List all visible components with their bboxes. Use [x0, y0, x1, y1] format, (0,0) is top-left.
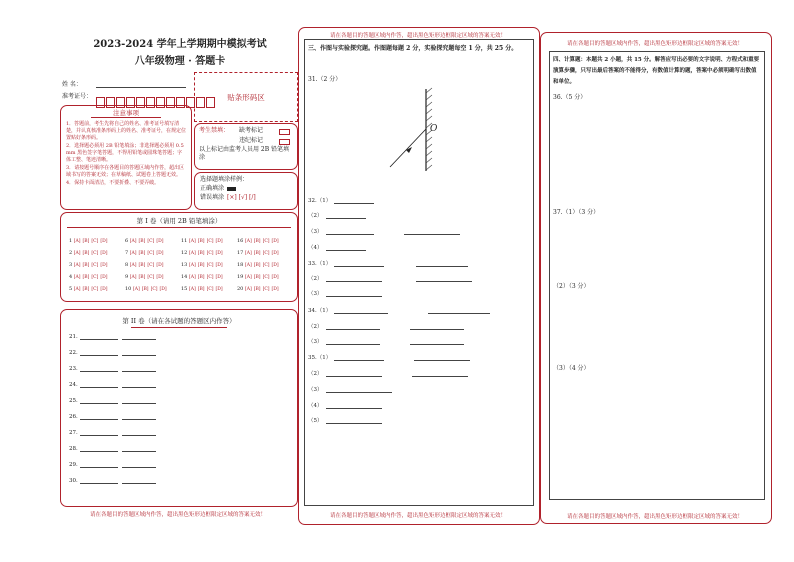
option-c[interactable]: [C]: [206, 239, 214, 244]
option-d[interactable]: [D]: [156, 275, 164, 280]
exam-flags-box: [194, 123, 298, 170]
option-a[interactable]: [A]: [129, 251, 137, 256]
answer-row[interactable]: [308, 259, 468, 267]
row-label: （3）: [308, 229, 323, 235]
option-c[interactable]: [C]: [206, 275, 214, 280]
option-c[interactable]: [C]: [262, 239, 270, 244]
option-c[interactable]: [C]: [147, 239, 155, 244]
option-c[interactable]: [C]: [91, 275, 99, 280]
option-a[interactable]: [A]: [129, 275, 137, 280]
mc-number: 10: [125, 286, 132, 292]
mc-question[interactable]: [69, 250, 124, 256]
answer-row[interactable]: [308, 416, 382, 424]
mc-question[interactable]: [237, 274, 292, 280]
name-field[interactable]: [96, 87, 186, 88]
answer-row[interactable]: [308, 289, 382, 297]
correct-fill-mark: [227, 187, 236, 191]
question-number: 22.: [69, 350, 78, 356]
option-c[interactable]: [C]: [262, 251, 270, 256]
wrong-fill-label: 错误填涂: [200, 194, 225, 201]
mc-number: 9: [125, 274, 129, 280]
option-a[interactable]: [A]: [73, 275, 81, 280]
mc-column: [125, 235, 181, 295]
mc-number: 7: [125, 250, 129, 256]
answer-row[interactable]: [308, 306, 490, 314]
fill-answer-row[interactable]: [69, 349, 156, 356]
mc-number: 2: [69, 250, 73, 256]
mc-column: [69, 235, 125, 295]
option-d[interactable]: [D]: [100, 239, 108, 244]
part1-box: [60, 212, 298, 302]
option-c[interactable]: [C]: [206, 263, 214, 268]
option-d[interactable]: [D]: [156, 263, 164, 268]
question-number: 29.: [69, 462, 78, 468]
option-b[interactable]: [B]: [82, 251, 90, 256]
part2-title: 第 II 卷（请在各试题的答题区内作答）: [122, 317, 236, 325]
row-label: 34.（1）: [308, 308, 332, 314]
mc-question[interactable]: [237, 238, 292, 244]
fill-answer-row[interactable]: [69, 397, 156, 404]
option-c[interactable]: [C]: [150, 287, 158, 292]
option-c[interactable]: [C]: [91, 239, 99, 244]
mc-question[interactable]: [125, 274, 180, 280]
wrong-fill-marks: [×] [√] [/]: [227, 194, 256, 201]
mc-number: 6: [125, 238, 129, 244]
correct-fill-label: 正确填涂: [200, 185, 225, 192]
option-b[interactable]: [B]: [138, 239, 146, 244]
option-a[interactable]: [A]: [73, 239, 81, 244]
q36-label: 36.（5 分）: [553, 94, 587, 101]
option-b[interactable]: [B]: [138, 263, 146, 268]
question-number: 21.: [69, 334, 78, 340]
option-c[interactable]: [C]: [91, 263, 99, 268]
fill-answer-row[interactable]: [69, 477, 156, 484]
answer-row[interactable]: [308, 227, 460, 235]
part1-title-rule: [67, 227, 291, 228]
option-b[interactable]: [B]: [82, 239, 90, 244]
option-c[interactable]: [C]: [262, 287, 270, 292]
option-d[interactable]: [D]: [100, 287, 108, 292]
option-c[interactable]: [C]: [147, 263, 155, 268]
row-label: 35.（1）: [308, 355, 332, 361]
answer-row[interactable]: [308, 401, 382, 409]
mirror-point-label: O: [430, 124, 438, 134]
option-b[interactable]: [B]: [82, 263, 90, 268]
answer-row[interactable]: [308, 322, 464, 330]
row-label: （5）: [308, 418, 323, 424]
question-number: 30.: [69, 478, 78, 484]
option-c[interactable]: [C]: [91, 287, 99, 292]
answer-row[interactable]: [308, 243, 366, 251]
option-d[interactable]: [D]: [271, 251, 279, 256]
option-d[interactable]: [D]: [271, 287, 279, 292]
question-number: 26.: [69, 414, 78, 420]
mc-question[interactable]: [125, 238, 180, 244]
q37-2-label: （2）（3 分）: [553, 283, 590, 290]
option-a[interactable]: [A]: [188, 239, 196, 244]
warning-footer: 请在各题目的答题区域内作答，超出黑色矩形边框限定区域的答案无效！: [89, 512, 266, 518]
warning-footer: 请在各题目的答题区域内作答，超出黑色矩形边框限定区域的答案无效！: [566, 514, 743, 520]
mc-question[interactable]: [69, 238, 124, 244]
option-a[interactable]: [A]: [129, 263, 137, 268]
row-label: （4）: [308, 403, 323, 409]
answer-row[interactable]: [308, 337, 464, 345]
page-title: 2023-2024 学年上学期期中模拟考试: [93, 39, 267, 50]
mc-number: 4: [69, 274, 73, 280]
option-c[interactable]: [C]: [91, 251, 99, 256]
mc-number: 3: [69, 262, 73, 268]
option-d[interactable]: [D]: [100, 275, 108, 280]
option-d[interactable]: [D]: [100, 263, 108, 268]
mc-question[interactable]: [125, 262, 180, 268]
option-a[interactable]: [A]: [188, 263, 196, 268]
option-a[interactable]: [A]: [188, 287, 196, 292]
row-label: 32.（1）: [308, 198, 332, 204]
barcode-label: 贴条形码区: [227, 93, 265, 102]
fill-answer-row[interactable]: [69, 365, 156, 372]
mc-number: 17: [237, 250, 244, 256]
row-label: （2）: [308, 213, 323, 219]
option-a[interactable]: [A]: [129, 239, 137, 244]
notice-box: [60, 105, 192, 210]
option-d[interactable]: [D]: [215, 287, 223, 292]
option-b[interactable]: [B]: [138, 275, 146, 280]
mc-number: 19: [237, 274, 244, 280]
barcode-area: [194, 72, 298, 122]
option-a[interactable]: [A]: [188, 275, 196, 280]
option-a[interactable]: [A]: [244, 239, 252, 244]
option-a[interactable]: [A]: [188, 251, 196, 256]
answer-row[interactable]: [308, 274, 472, 282]
option-d[interactable]: [D]: [156, 251, 164, 256]
row-label: （4）: [308, 245, 323, 251]
q31-label: 31.（2 分）: [308, 76, 342, 83]
row-label: （3）: [308, 387, 323, 393]
question-number: 25.: [69, 398, 78, 404]
option-b[interactable]: [B]: [253, 251, 261, 256]
option-d[interactable]: [D]: [271, 263, 279, 268]
mc-question[interactable]: [125, 250, 180, 256]
mc-number: 13: [181, 262, 188, 268]
notice-item: 4．保持卡面清洁，不要折叠、不要弄破。: [66, 180, 160, 186]
option-d[interactable]: [D]: [159, 287, 167, 292]
option-c[interactable]: [C]: [206, 251, 214, 256]
option-b[interactable]: [B]: [197, 287, 205, 292]
option-b[interactable]: [B]: [82, 287, 90, 292]
row-label: （3）: [308, 291, 323, 297]
mc-number: 16: [237, 238, 244, 244]
option-d[interactable]: [D]: [215, 275, 223, 280]
answer-row[interactable]: [308, 196, 374, 204]
mc-question[interactable]: [181, 238, 236, 244]
mc-number: 1: [69, 238, 73, 244]
row-label: 33.（1）: [308, 261, 332, 267]
violation-label: 违纪标记: [239, 137, 264, 144]
row-label: （2）: [308, 371, 323, 377]
mc-question[interactable]: [237, 250, 292, 256]
option-c[interactable]: [C]: [262, 275, 270, 280]
option-c[interactable]: [C]: [147, 275, 155, 280]
notice-item: 1．答题前，考生先将自己的姓名、准考证号填写清楚，并认真核准条形码上的姓名、准考证号，在规定位置贴好条形码。: [66, 121, 187, 141]
option-d[interactable]: [D]: [271, 239, 279, 244]
panel3-inner: [549, 51, 765, 500]
option-d[interactable]: [D]: [100, 251, 108, 256]
answer-row[interactable]: [308, 369, 468, 377]
notice-item: 2．选择题必须用 2B 铅笔填涂；非选择题必须用 0.5 mm 黑色签字笔答题，不得用铅笔或圆珠笔答题；字体工整、笔迹清晰。: [66, 143, 184, 163]
mc-question[interactable]: [181, 262, 236, 268]
mc-question[interactable]: [125, 286, 180, 292]
fill-sample-title: 选择题填涂样例：: [200, 176, 249, 183]
fill-answer-row[interactable]: [69, 461, 156, 468]
option-a[interactable]: [A]: [132, 287, 140, 292]
option-a[interactable]: [A]: [244, 251, 252, 256]
option-b[interactable]: [B]: [253, 263, 261, 268]
option-b[interactable]: [B]: [197, 239, 205, 244]
mc-grid: [69, 235, 293, 295]
answer-row[interactable]: [308, 211, 366, 219]
option-a[interactable]: [A]: [244, 287, 252, 292]
option-b[interactable]: [B]: [197, 251, 205, 256]
option-c[interactable]: [C]: [262, 263, 270, 268]
question-number: 24.: [69, 382, 78, 388]
row-label: （3）: [308, 339, 323, 345]
row-label: （2）: [308, 324, 323, 330]
option-d[interactable]: [D]: [215, 263, 223, 268]
option-d[interactable]: [D]: [156, 239, 164, 244]
id-label: 准考证号：: [62, 93, 93, 100]
section4-title: 四、计算题：本题共 2 小题，共 15 分。解答应写出必要的文字说明、方程式和重要演算步骤，只写出最后答案的不能得分，有数值计算的题，答案中必须明确写出数值和单位。: [553, 57, 760, 85]
mc-question[interactable]: [181, 250, 236, 256]
option-b[interactable]: [B]: [253, 275, 261, 280]
mc-question[interactable]: [69, 262, 124, 268]
question-number: 27.: [69, 430, 78, 436]
violation-checkbox[interactable]: [279, 139, 290, 145]
option-a[interactable]: [A]: [73, 263, 81, 268]
mc-column: [237, 235, 293, 295]
mc-question[interactable]: [237, 262, 292, 268]
option-a[interactable]: [A]: [244, 263, 252, 268]
notice-item: 3．请按题号顺序在各题目的答题区域内作答，超出区域书写的答案无效；在草稿纸、试题卷上答题无效。: [66, 165, 185, 178]
option-b[interactable]: [B]: [138, 251, 146, 256]
mc-question[interactable]: [181, 286, 236, 292]
mc-number: 15: [181, 286, 188, 292]
mc-number: 8: [125, 262, 129, 268]
notice-title: 注意事项: [91, 108, 161, 118]
ray-arrow-icon: [406, 147, 412, 153]
absent-label: 缺考标记: [239, 127, 264, 134]
fill-answer-row[interactable]: [69, 333, 156, 340]
exam-flags-label: 考生禁填：: [199, 127, 230, 134]
page-subtitle: 八年级物理 · 答题卡: [134, 56, 226, 67]
question-number: 23.: [69, 366, 78, 372]
incident-ray: [390, 129, 426, 167]
part2-title-rule: [131, 327, 227, 328]
mc-question[interactable]: [69, 274, 124, 280]
option-a[interactable]: [A]: [244, 275, 252, 280]
absent-checkbox[interactable]: [279, 129, 290, 135]
mc-question[interactable]: [181, 274, 236, 280]
section3-title: 三、作图与实验探究题。作图题每题 2 分，实验探究题每空 1 分，共 25 分。: [308, 45, 518, 52]
fill-answer-row[interactable]: [69, 413, 156, 420]
part1-title: 第 I 卷（请用 2B 铅笔填涂）: [136, 217, 222, 225]
row-label: （2）: [308, 276, 323, 282]
fill-sample-box: [194, 172, 298, 210]
mc-number: 11: [181, 238, 188, 244]
fill-answer-row[interactable]: [69, 381, 156, 388]
option-c[interactable]: [C]: [206, 287, 214, 292]
mc-number: 18: [237, 262, 244, 268]
mc-question[interactable]: [237, 286, 292, 292]
warning-footer: 请在各题目的答题区域内作答，超出黑色矩形边框限定区域的答案无效！: [329, 513, 506, 519]
q37-3-label: （3）（4 分）: [553, 365, 590, 372]
option-b[interactable]: [B]: [253, 239, 261, 244]
option-d[interactable]: [D]: [215, 239, 223, 244]
option-a[interactable]: [A]: [73, 251, 81, 256]
flag-note: 以上标记由监考人员用 2B 铅笔填涂: [199, 146, 290, 161]
answer-row[interactable]: [308, 385, 392, 393]
answer-row[interactable]: [308, 353, 470, 361]
option-d[interactable]: [D]: [215, 251, 223, 256]
option-b[interactable]: [B]: [197, 263, 205, 268]
option-b[interactable]: [B]: [141, 287, 149, 292]
fill-answer-row[interactable]: [69, 429, 156, 436]
warning-header: 请在各题目的答题区域内作答，超出黑色矩形边框限定区域的答案无效！: [566, 41, 743, 47]
option-c[interactable]: [C]: [147, 251, 155, 256]
option-b[interactable]: [B]: [82, 275, 90, 280]
q37-1-label: 37.（1）（3 分）: [553, 209, 600, 216]
warning-header: 请在各题目的答题区域内作答，超出黑色矩形边框限定区域的答案无效！: [329, 33, 506, 39]
mc-number: 14: [181, 274, 188, 280]
name-label: 姓 名：: [62, 81, 82, 88]
option-a[interactable]: [A]: [73, 287, 81, 292]
fill-answer-row[interactable]: [69, 445, 156, 452]
mc-number: 20: [237, 286, 244, 292]
mc-number: 12: [181, 250, 188, 256]
option-d[interactable]: [D]: [271, 275, 279, 280]
mc-column: [181, 235, 237, 295]
option-b[interactable]: [B]: [253, 287, 261, 292]
mc-question[interactable]: [69, 286, 124, 292]
question-number: 28.: [69, 446, 78, 452]
option-b[interactable]: [B]: [197, 275, 205, 280]
mc-number: 5: [69, 286, 73, 292]
